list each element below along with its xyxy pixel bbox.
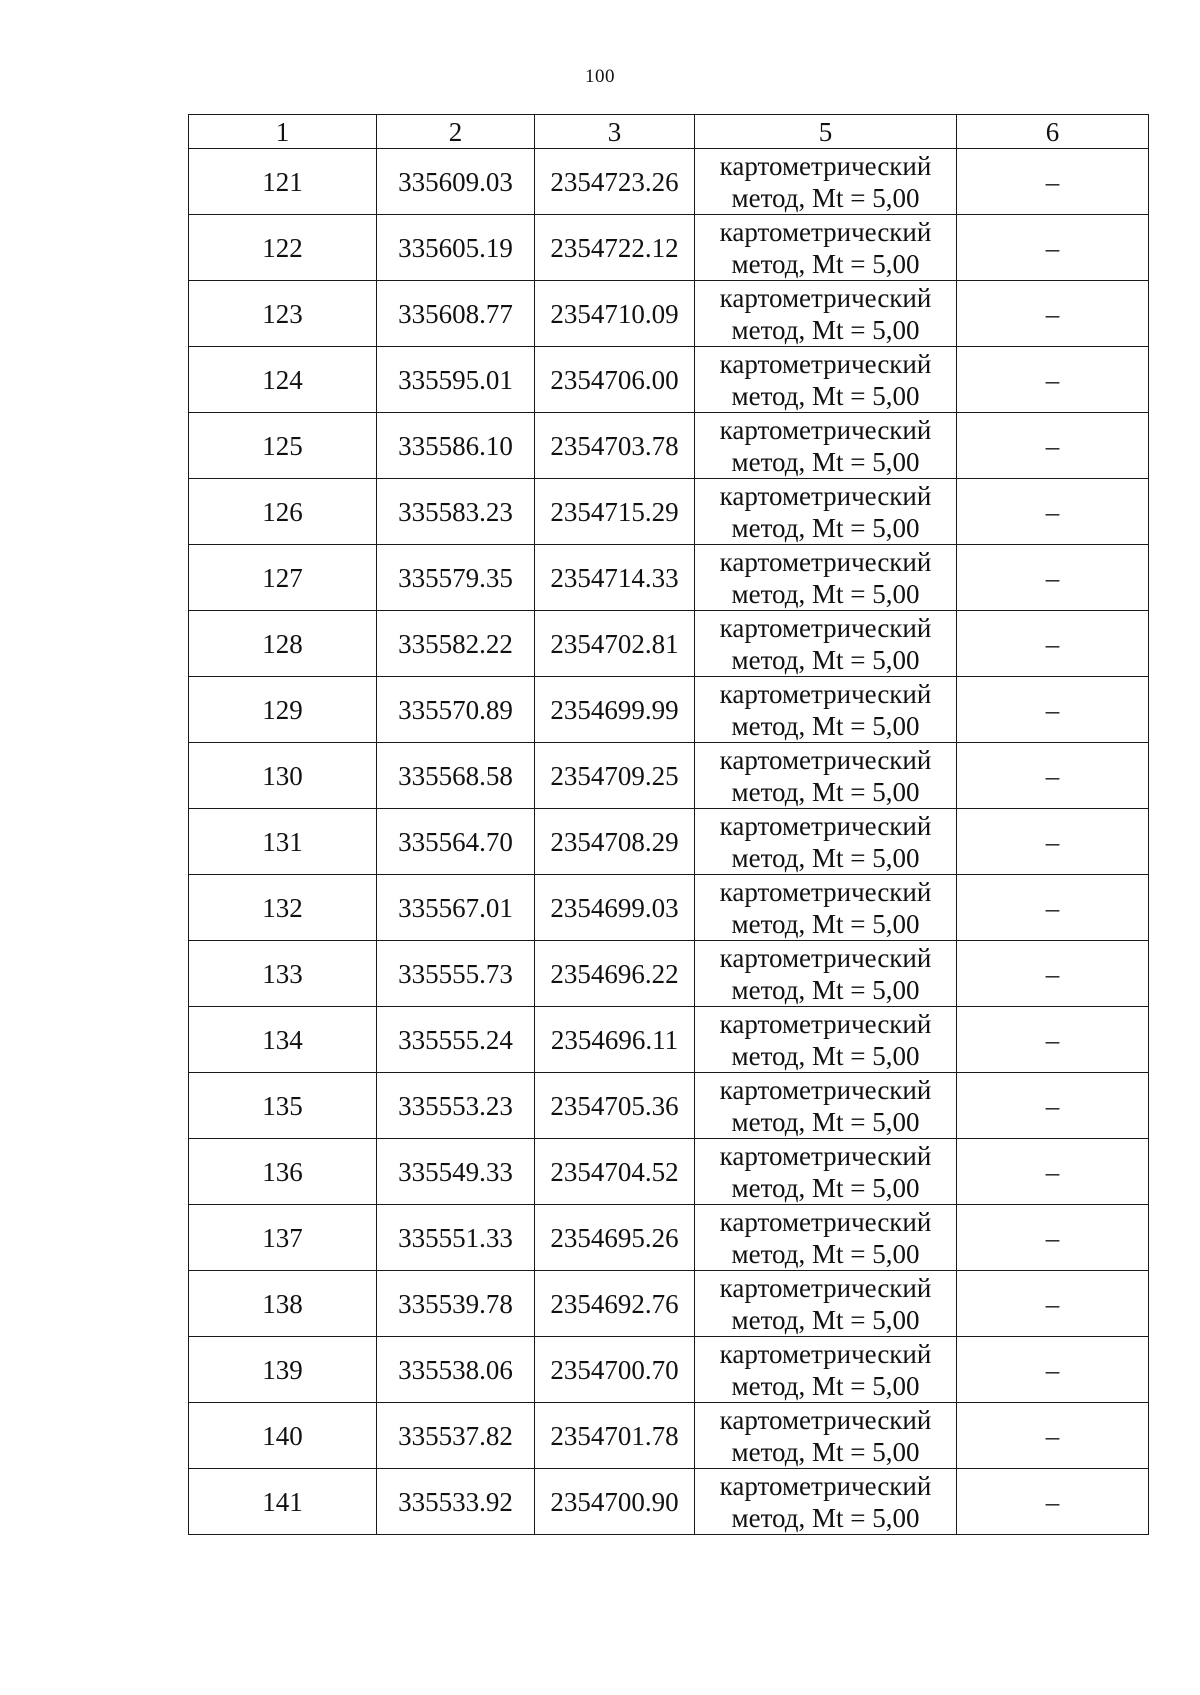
- x-coordinate-cell: 335586.10: [377, 413, 535, 479]
- precision-cell: –: [957, 215, 1149, 281]
- precision-cell: –: [957, 545, 1149, 611]
- method-line-1: картометрический: [719, 1272, 932, 1303]
- point-number-cell: 121: [189, 149, 377, 215]
- x-coordinate-cell: 335555.73: [377, 941, 535, 1007]
- x-coordinate-cell: 335549.33: [377, 1139, 535, 1205]
- method-line-1: картометрический: [719, 414, 932, 445]
- precision-cell: –: [957, 1403, 1149, 1469]
- method-cell: [695, 809, 957, 875]
- precision-cell: –: [957, 149, 1149, 215]
- precision-cell: –: [957, 1469, 1149, 1535]
- method-line-1: картометрический: [719, 1206, 932, 1237]
- x-coordinate-cell: 335555.24: [377, 1007, 535, 1073]
- y-coordinate-cell: 2354696.11: [535, 1007, 695, 1073]
- header-col-5: 5: [695, 115, 957, 149]
- point-number-cell: 123: [189, 281, 377, 347]
- table-row: [189, 1337, 1149, 1403]
- method-cell: [695, 479, 957, 545]
- y-coordinate-cell: 2354700.90: [535, 1469, 695, 1535]
- header-row: [189, 115, 1149, 149]
- header-col-1: 1: [189, 115, 377, 149]
- method-line-2: метод, Mt = 5,00: [731, 446, 920, 477]
- x-coordinate-cell: 335609.03: [377, 149, 535, 215]
- point-number-cell: 128: [189, 611, 377, 677]
- point-number-cell: 136: [189, 1139, 377, 1205]
- table-row: [189, 1007, 1149, 1073]
- method-line-2: метод, Mt = 5,00: [731, 1436, 920, 1467]
- method-line-2: метод, Mt = 5,00: [731, 1040, 920, 1071]
- method-line-2: метод, Mt = 5,00: [731, 1172, 920, 1203]
- method-cell: [695, 1337, 957, 1403]
- method-cell: [695, 677, 957, 743]
- point-number-cell: 124: [189, 347, 377, 413]
- method-line-1: картометрический: [719, 1074, 932, 1105]
- precision-cell: –: [957, 1007, 1149, 1073]
- method-line-2: метод, Mt = 5,00: [731, 710, 920, 741]
- y-coordinate-cell: 2354709.25: [535, 743, 695, 809]
- precision-cell: –: [957, 809, 1149, 875]
- method-cell: [695, 1073, 957, 1139]
- method-line-1: картометрический: [719, 1338, 932, 1369]
- precision-cell: –: [957, 1205, 1149, 1271]
- point-number-cell: 137: [189, 1205, 377, 1271]
- method-line-1: картометрический: [719, 1470, 932, 1501]
- point-number-cell: 131: [189, 809, 377, 875]
- method-cell: [695, 149, 957, 215]
- header-col-6: 6: [957, 115, 1149, 149]
- point-number-cell: 130: [189, 743, 377, 809]
- point-number-cell: 122: [189, 215, 377, 281]
- method-line-2: метод, Mt = 5,00: [731, 1502, 920, 1533]
- y-coordinate-cell: 2354708.29: [535, 809, 695, 875]
- table-row: [189, 1139, 1149, 1205]
- table-row: [189, 347, 1149, 413]
- method-line-1: картометрический: [719, 744, 932, 775]
- precision-cell: –: [957, 1139, 1149, 1205]
- table-row: [189, 545, 1149, 611]
- method-line-2: метод, Mt = 5,00: [731, 182, 920, 213]
- point-number-cell: 134: [189, 1007, 377, 1073]
- method-line-1: картометрический: [719, 282, 932, 313]
- y-coordinate-cell: 2354715.29: [535, 479, 695, 545]
- method-line-1: картометрический: [719, 612, 932, 643]
- point-number-cell: 139: [189, 1337, 377, 1403]
- table-row: [189, 1271, 1149, 1337]
- precision-cell: –: [957, 1073, 1149, 1139]
- method-line-1: картометрический: [719, 150, 932, 181]
- y-coordinate-cell: 2354702.81: [535, 611, 695, 677]
- precision-cell: –: [957, 677, 1149, 743]
- x-coordinate-cell: 335551.33: [377, 1205, 535, 1271]
- method-cell: [695, 611, 957, 677]
- x-coordinate-cell: 335564.70: [377, 809, 535, 875]
- method-line-2: метод, Mt = 5,00: [731, 1304, 920, 1335]
- method-line-1: картометрический: [719, 1404, 932, 1435]
- precision-cell: –: [957, 1271, 1149, 1337]
- y-coordinate-cell: 2354706.00: [535, 347, 695, 413]
- y-coordinate-cell: 2354699.03: [535, 875, 695, 941]
- table-row: [189, 1205, 1149, 1271]
- y-coordinate-cell: 2354701.78: [535, 1403, 695, 1469]
- method-line-2: метод, Mt = 5,00: [731, 248, 920, 279]
- point-number-cell: 140: [189, 1403, 377, 1469]
- method-line-1: картометрический: [719, 678, 932, 709]
- x-coordinate-cell: 335583.23: [377, 479, 535, 545]
- y-coordinate-cell: 2354700.70: [535, 1337, 695, 1403]
- x-coordinate-cell: 335533.92: [377, 1469, 535, 1535]
- method-line-2: метод, Mt = 5,00: [731, 1370, 920, 1401]
- table-row: [189, 875, 1149, 941]
- point-number-cell: 126: [189, 479, 377, 545]
- method-cell: [695, 743, 957, 809]
- coordinates-table: [188, 114, 1149, 1535]
- x-coordinate-cell: 335567.01: [377, 875, 535, 941]
- method-cell: [695, 875, 957, 941]
- method-line-1: картометрический: [719, 1140, 932, 1171]
- method-line-1: картометрический: [719, 546, 932, 577]
- table-header: [189, 115, 1149, 149]
- table-body: [189, 149, 1149, 1535]
- y-coordinate-cell: 2354699.99: [535, 677, 695, 743]
- method-line-2: метод, Mt = 5,00: [731, 974, 920, 1005]
- precision-cell: –: [957, 743, 1149, 809]
- y-coordinate-cell: 2354722.12: [535, 215, 695, 281]
- method-line-1: картометрический: [719, 942, 932, 973]
- page-number: 100: [585, 66, 615, 87]
- table-row: [189, 1403, 1149, 1469]
- method-line-2: метод, Mt = 5,00: [731, 908, 920, 939]
- table-row: [189, 149, 1149, 215]
- y-coordinate-cell: 2354692.76: [535, 1271, 695, 1337]
- method-line-1: картометрический: [719, 480, 932, 511]
- y-coordinate-cell: 2354704.52: [535, 1139, 695, 1205]
- precision-cell: –: [957, 347, 1149, 413]
- table-row: [189, 215, 1149, 281]
- table-row: [189, 941, 1149, 1007]
- precision-cell: –: [957, 413, 1149, 479]
- x-coordinate-cell: 335568.58: [377, 743, 535, 809]
- method-line-2: метод, Mt = 5,00: [731, 842, 920, 873]
- x-coordinate-cell: 335582.22: [377, 611, 535, 677]
- y-coordinate-cell: 2354714.33: [535, 545, 695, 611]
- method-line-1: картометрический: [719, 876, 932, 907]
- method-cell: [695, 941, 957, 1007]
- header-col-2: 2: [377, 115, 535, 149]
- method-line-2: метод, Mt = 5,00: [731, 380, 920, 411]
- point-number-cell: 141: [189, 1469, 377, 1535]
- x-coordinate-cell: 335539.78: [377, 1271, 535, 1337]
- y-coordinate-cell: 2354723.26: [535, 149, 695, 215]
- method-cell: [695, 1205, 957, 1271]
- method-line-2: метод, Mt = 5,00: [731, 578, 920, 609]
- precision-cell: –: [957, 1337, 1149, 1403]
- method-cell: [695, 1469, 957, 1535]
- method-line-1: картометрический: [719, 216, 932, 247]
- x-coordinate-cell: 335608.77: [377, 281, 535, 347]
- method-cell: [695, 1007, 957, 1073]
- point-number-cell: 127: [189, 545, 377, 611]
- precision-cell: –: [957, 875, 1149, 941]
- y-coordinate-cell: 2354710.09: [535, 281, 695, 347]
- x-coordinate-cell: 335605.19: [377, 215, 535, 281]
- method-cell: [695, 1271, 957, 1337]
- method-line-1: картометрический: [719, 810, 932, 841]
- method-cell: [695, 413, 957, 479]
- table-row: [189, 1469, 1149, 1535]
- table-row: [189, 611, 1149, 677]
- table-row: [189, 743, 1149, 809]
- table-row: [189, 1073, 1149, 1139]
- point-number-cell: 135: [189, 1073, 377, 1139]
- precision-cell: –: [957, 941, 1149, 1007]
- point-number-cell: 125: [189, 413, 377, 479]
- method-line-1: картометрический: [719, 348, 932, 379]
- method-cell: [695, 1139, 957, 1205]
- method-line-1: картометрический: [719, 1008, 932, 1039]
- point-number-cell: 132: [189, 875, 377, 941]
- method-line-2: метод, Mt = 5,00: [731, 644, 920, 675]
- x-coordinate-cell: 335570.89: [377, 677, 535, 743]
- precision-cell: –: [957, 479, 1149, 545]
- x-coordinate-cell: 335595.01: [377, 347, 535, 413]
- table-row: [189, 281, 1149, 347]
- point-number-cell: 129: [189, 677, 377, 743]
- table-row: [189, 479, 1149, 545]
- method-cell: [695, 347, 957, 413]
- point-number-cell: 138: [189, 1271, 377, 1337]
- y-coordinate-cell: 2354695.26: [535, 1205, 695, 1271]
- table-row: [189, 413, 1149, 479]
- y-coordinate-cell: 2354705.36: [535, 1073, 695, 1139]
- point-number-cell: 133: [189, 941, 377, 1007]
- method-line-2: метод, Mt = 5,00: [731, 1238, 920, 1269]
- y-coordinate-cell: 2354696.22: [535, 941, 695, 1007]
- table-row: [189, 809, 1149, 875]
- method-line-2: метод, Mt = 5,00: [731, 1106, 920, 1137]
- method-line-2: метод, Mt = 5,00: [731, 776, 920, 807]
- x-coordinate-cell: 335537.82: [377, 1403, 535, 1469]
- method-cell: [695, 545, 957, 611]
- precision-cell: –: [957, 281, 1149, 347]
- method-cell: [695, 1403, 957, 1469]
- table-row: [189, 677, 1149, 743]
- y-coordinate-cell: 2354703.78: [535, 413, 695, 479]
- precision-cell: –: [957, 611, 1149, 677]
- method-cell: [695, 281, 957, 347]
- x-coordinate-cell: 335579.35: [377, 545, 535, 611]
- method-line-2: метод, Mt = 5,00: [731, 512, 920, 543]
- x-coordinate-cell: 335538.06: [377, 1337, 535, 1403]
- header-col-3: 3: [535, 115, 695, 149]
- method-line-2: метод, Mt = 5,00: [731, 314, 920, 345]
- x-coordinate-cell: 335553.23: [377, 1073, 535, 1139]
- method-cell: [695, 215, 957, 281]
